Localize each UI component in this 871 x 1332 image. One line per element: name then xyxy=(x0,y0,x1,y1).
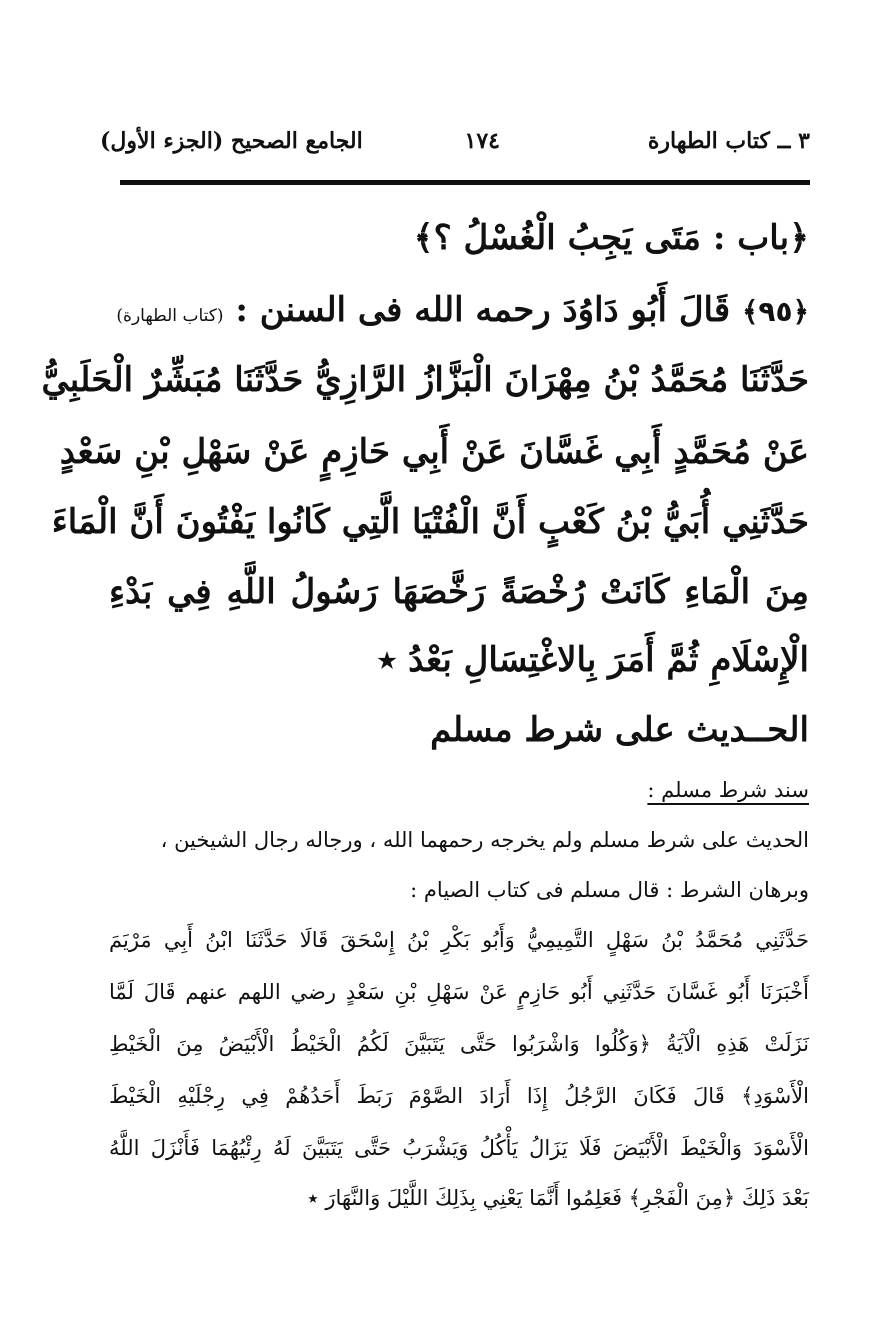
sanad-heading xyxy=(109,778,809,803)
muslim-line: الْأَسْوَدَ وَالْخَيْطَ الْأَبْيَضَ فَلَا يَزَالُ يَأْكُلُ وَيَشْرَبُ حَتَّى يَتَبَيَّنَ لَهُ رِئْيُهُمَا فَأَنْزَلَ اللَّهُ xyxy=(109,1136,809,1160)
muslim-line: بَعْدَ ذَلِكَ ﴿مِنَ الْفَجْرِ﴾ فَعَلِمُوا أَنَّمَا يَعْنِي بِذَلِكَ اللَّيْلَ وَالنَّهَارَ ٭ xyxy=(307,1186,809,1210)
muslim-line: نَزَلَتْ هَذِهِ الْآيَةُ ﴿وَكُلُوا وَاشْرَبُوا حَتَّى يَتَبَيَّنَ لَكُمُ الْخَيْطُ الْأَبْيَضُ مِنَ الْخَيْطِ xyxy=(109,1032,809,1056)
page-header xyxy=(100,118,810,168)
bab-title: ﴿باب : مَتَى يَجِبُ الْغُسْلُ ؟﴾ xyxy=(413,218,809,258)
explanation-line: وبرهان الشرط : قال مسلم فى كتاب الصيام : xyxy=(410,878,809,902)
page-number: ١٧٤ xyxy=(464,128,500,154)
chapter-title: ٣ ــ كتاب الطهارة xyxy=(647,128,810,154)
hadith-line: مِنَ الْمَاءِ كَانَتْ رُخْصَةً رَخَّصَهَا رَسُولُ اللَّهِ فِي بَدْءِ xyxy=(109,572,809,612)
hadith-number: ﴿٩٥﴾ xyxy=(742,295,809,328)
muslim-line: أَخْبَرَنَا أَبُو غَسَّانَ حَدَّثَنِي أَبُو حَازِمٍ عَنْ سَهْلِ بْنِ سَعْدٍ رضي اللهم عنهم قَالَ لَمَّا xyxy=(109,980,809,1004)
hadith-line: حَدَّثَنَا مُحَمَّدُ بْنُ مِهْرَانَ الْبَزَّازُ الرَّازِيُّ حَدَّثَنَا مُبَشِّرٌ الْحَلَبِيُّ xyxy=(41,360,809,400)
hadith-line: عَنْ مُحَمَّدٍ أَبِي غَسَّانَ عَنْ أَبِي حَازِمٍ عَنْ سَهْلِ بْنِ سَعْدٍ xyxy=(59,432,809,472)
source-note: (كتاب الطهارة) xyxy=(116,306,224,326)
muslim-line: الْأَسْوَدِ﴾ قَالَ فَكَانَ الرَّجُلُ إِذَا أَرَادَ الصَّوْمَ رَبَطَ أَحَدُهُمْ فِي رِجْلَيْهِ الْخَيْطَ xyxy=(109,1084,809,1108)
hadith-grade: الحــديث على شرط مسلم xyxy=(430,710,809,750)
explanation-line: الحديث على شرط مسلم ولم يخرجه رحمهما الله ، ورجاله رجال الشيخين ، xyxy=(160,828,809,852)
hadith-line: الْإِسْلَامِ ثُمَّ أَمَرَ بِالاغْتِسَالِ بَعْدُ ٭ xyxy=(377,640,809,680)
sanad-heading-text: سند شرط مسلم : xyxy=(647,778,809,802)
hadith-intro: قَالَ أَبُو دَاوُدَ رحمه الله فى السنن : xyxy=(235,290,731,330)
muslim-line: حَدَّثَنِي مُحَمَّدُ بْنُ سَهْلٍ التَّمِيمِيُّ وَأَبُو بَكْرِ بْنُ إِسْحَقَ قَالَا حَدَّثَنَا ابْنُ أَبِي مَرْيَمَ xyxy=(109,928,809,952)
hadith-intro-line xyxy=(109,290,809,331)
book-title: الجامع الصحيح (الجزء الأول) xyxy=(100,128,363,154)
header-rule xyxy=(120,180,810,185)
hadith-line: حَدَّثَنِي أُبَيُّ بْنُ كَعْبٍ أَنَّ الْفُتْيَا الَّتِي كَانُوا يَفْتُونَ أَنَّ الْمَاءَ xyxy=(51,502,809,542)
